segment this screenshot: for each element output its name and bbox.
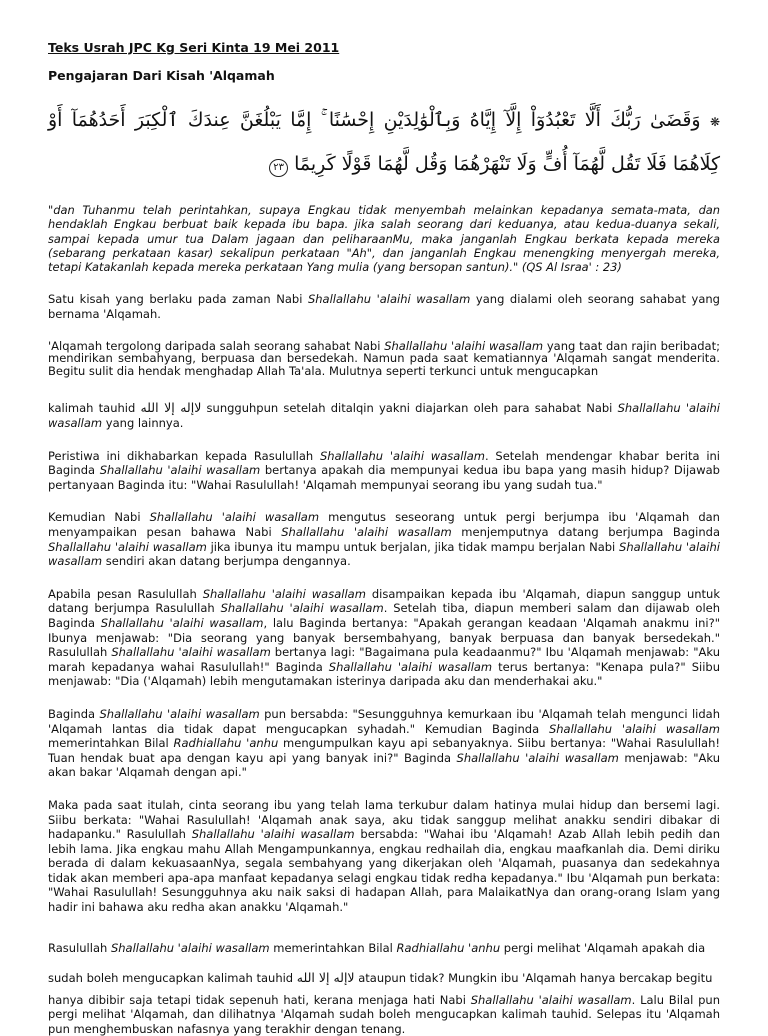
paragraph-6: Baginda Shallallahu 'alaihi wasallam pun bersabda: "Sesungguhnya kemurkaan ibu 'Alqamah telah mengunci lidah 'Alqamah lantas dia tidak dapat mengucapkan syhadah." Kemudian Baginda Shallallahu 'alaihi wasallam memerintahkan Bilal Radhiallahu 'anhu mengumpulkan kayu api sebanyaknya. Siibu bertanya: "Wahai Rasulullah! Tuan hendak buat apa dengan kayu api yang banyak ini?" Baginda Shallallahu 'alaihi wasallam menjawab: "Aku akan bakar 'Alqamah dengan api."	[48, 706, 720, 780]
paragraph-4: Kemudian Nabi Shallallahu 'alaihi wasallam mengutus seseorang untuk pergi berjumpa ibu 'Alqamah dan menyampaikan pesan bahawa Nabi Shallallahu 'alaihi wasallam menjemputnya datang berjumpa Baginda Shallallahu 'alaihi wasallam jika ibunya itu mampu untuk berjalan, jika tidak mampu berjalan Nabi Shallallahu 'alaihi wasallam sendiri akan datang berjumpa dengannya.	[48, 510, 720, 569]
paragraph-7: Maka pada saat itulah, cinta seorang ibu yang telah lama terkubur dalam hatinya mulai hidup dan bersemi lagi. Siibu berkata: "Wahai Rasulullah! 'Alqamah anak saya, aku tidak sanggup melihat anakku sendiri dibakar di hadapanku." Rasulullah Shallallahu 'alaihi wasallam bersabda: "Wahai ibu 'Alqamah! Azab Allah lebih pedih dan lebih lama. Jika engkau mahu Allah Mengampunkannya, engkau redhailah dia, engkau maafkanlah dia. Demi diriku berada di dalam kekuasaanNya, segala sembahyang yang dikerjakan oleh 'Alqamah, puasanya dan sedekahnya tidak akan memberi apa-apa manfaat kepadanya selagi engkau tidak redha kepadanya." Ibu 'Alqamah pun berkata: "Wahai Rasulullah! Sesungguhnya aku naik saksi di hadapan Allah, para MalaikatNya dan orang-orang Islam yang hadir ini bahawa aku redha akan anakku 'Alqamah."	[48, 797, 720, 915]
star-icon: ❋	[709, 115, 720, 129]
tauhid-arabic: لاإله إلا الله	[140, 400, 202, 416]
quran-verse	[48, 99, 720, 185]
paragraph-1: Satu kisah yang berlaku pada zaman Nabi Shallallahu 'alaihi wasallam yang dialami oleh seorang sahabat yang bernama 'Alqamah.	[48, 292, 720, 322]
document-title: Teks Usrah JPC Kg Seri Kinta 19 Mei 2011	[48, 40, 340, 55]
ayah-number-marker: ٢٣	[269, 159, 288, 177]
paragraph-8: Rasulullah Shallallahu 'alaihi wasallam memerintahkan Bilal Radhiallahu 'anhu pergi melihat 'Alqamah apakah dia sudah boleh mengucapkan kalimah tauhid لاإله إلا الله ataupun tidak? Mungkin ibu 'Alqamah hanya bercakap begitu hanya dibibir saja tetapi tidak sepenuh hati, kerana menjaga hati Nabi Shallallahu 'alaihi wasallam. Lalu Bilal pun pergi melihat 'Alqamah, dan dilihatnya 'Alqamah sudah boleh mengucapkan kalimah tauhid. Selepas itu 'Alqamah pun menghembuskan nafasnya yang terakhir dengan tenang.	[48, 940, 720, 1036]
paragraph-2-continued: kalimah tauhid لاإله إلا الله sungguhpun setelah ditalqin yakni diajarkan oleh para sahabat Nabi Shallallahu 'alaihi wasallam yang lainnya.	[48, 400, 720, 431]
verse-translation: "dan Tuhanmu telah perintahkan, supaya Engkau tidak menyembah melainkan kepadanya semata-mata, dan hendaklah Engkau berbuat baik kepada ibu bapa. jika salah seorang dari keduanya, atau kedua-duanya sekali, sampai kepada umur tua Dalam jagaan dan peliharaanMu, maka janganlah Engkau berkata kepada mereka (sebarang perkataan kasar) sekalipun perkataan "Ah", dan janganlah Engkau menengking menyergah mereka, tetapi Katakanlah kepada mereka perkataan Yang mulia (yang bersopan santun)." (QS Al Israa' : 23)	[48, 203, 720, 275]
paragraph-2: 'Alqamah tergolong daripada salah seorang sahabat Nabi Shallallahu 'alaihi wasallam yang taat dan rajin beribadat; mendirikan sembahyang, berpuasa dan bersedekah. Namun pada saat kematiannya 'Alqamah sangat menderita. Begitu sulit dia hendak menghadap Allah Ta'ala. Mulutnya seperti terkunci untuk mengucapkan	[48, 338, 720, 378]
tauhid-arabic: لاإله إلا الله	[296, 969, 355, 985]
quran-verse-text: وَقَضَىٰ رَبُّكَ أَلَّا تَعْبُدُوٓاْ إِلَّآ إِيَّاهُ وَبِٱلْوَٰلِدَيْنِ إِحْسَٰنًا ۚ إِمَّا يَبْلُغَنَّ عِندَكَ ٱلْكِبَرَ أَحَدُهُمَآ أَوْ كِلَاهُمَا فَلَا تَقُل لَّهُمَآ أُفٍّ وَلَا تَنْهَرْهُمَا وَقُل لَّهُمَا قَوْلًا كَرِيمًا	[48, 109, 720, 175]
paragraph-3: Peristiwa ini dikhabarkan kepada Rasulullah Shallallahu 'alaihi wasallam. Setelah mendengar khabar berita ini Baginda Shallallahu 'alaihi wasallam bertanya apakah dia mempunyai kedua ibu bapa yang masih hidup? Dijawab pertanyaan Baginda itu: "Wahai Rasulullah! 'Alqamah mempunyai seorang ibu yang sudah tua."	[48, 448, 720, 492]
document-subtitle: Pengajaran Dari Kisah 'Alqamah	[48, 68, 275, 83]
paragraph-5: Apabila pesan Rasulullah Shallallahu 'alaihi wasallam disampaikan kepada ibu 'Alqamah, diapun sanggup untuk datang berjumpa Rasulullah Shallallahu 'alaihi wasallam. Setelah tiba, diapun memberi salam dan dijawab oleh Baginda Shallallahu 'alaihi wasallam, lalu Baginda bertanya: "Apakah gerangan keadaan 'Alqamah anakmu ini?" Ibunya menjawab: "Dia seorang yang banyak bersembahyang, banyak berpuasa dan banyak bersedekah." Rasulullah Shallallahu 'alaihi wasallam bertanya lagi: "Bagaimana pula keadaanmu?" Ibu 'Alqamah menjawab: "Aku marah kepadanya wahai Rasulullah!" Baginda Shallallahu 'alaihi wasallam terus bertanya: "Kenapa pula?" Siibu menjawab: "Dia ('Alqamah) lebih mengutamakan isterinya daripada aku dan menderhakai aku."	[48, 586, 721, 689]
